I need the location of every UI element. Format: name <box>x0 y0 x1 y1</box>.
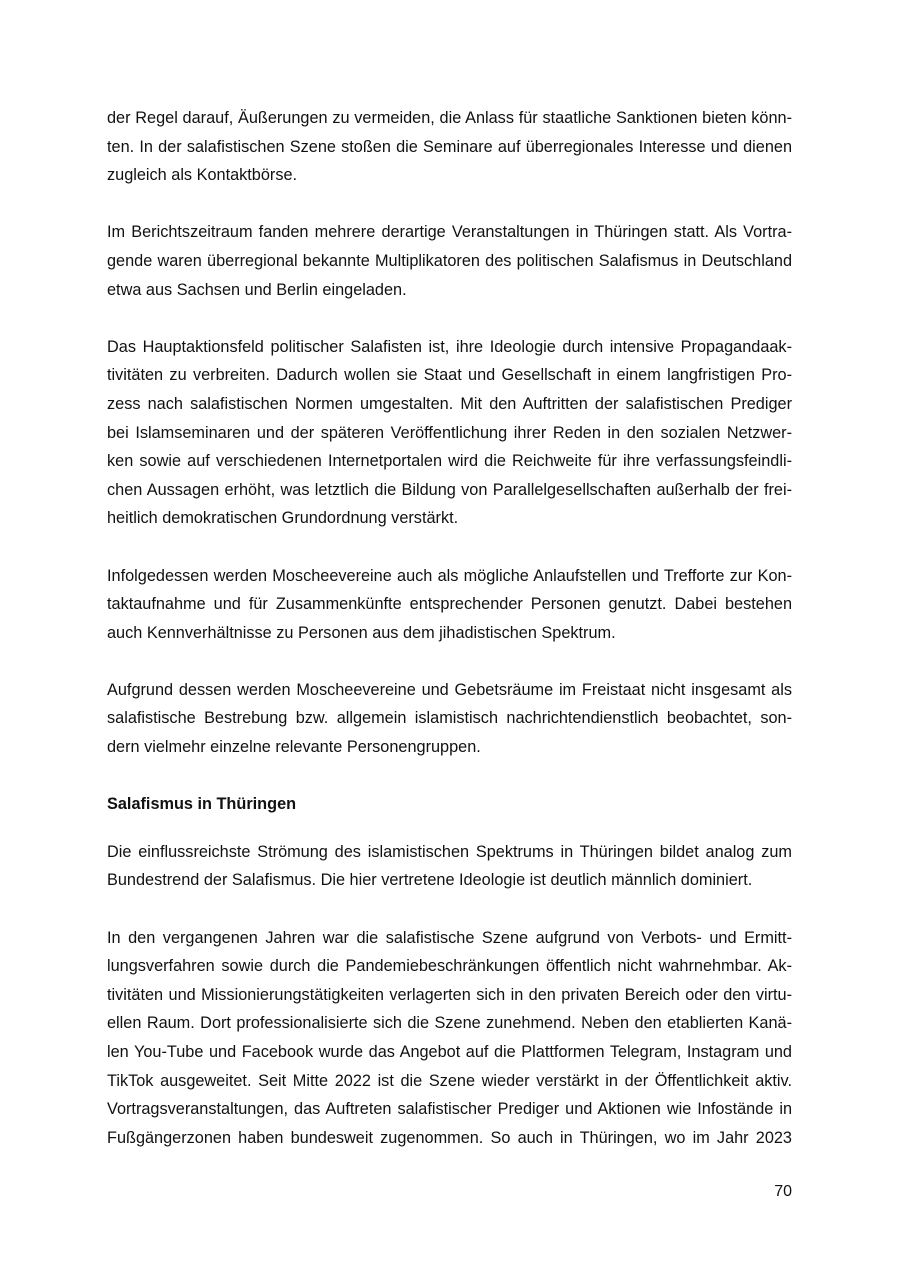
paragraph-7 <box>107 924 792 1153</box>
text-line: Die einflussreichste Strömung des islamistischen Spektrums in Thüringen bildet analog zum <box>107 842 792 861</box>
text-line: chen Aussagen erhöht, was letztlich die Bildung von Parallelgesellschaften außerhalb der frei- <box>107 480 792 499</box>
text-line: salafistische Bestrebung bzw. allgemein islamistisch nachrichtendienstlich beobachtet, son- <box>107 709 792 728</box>
text-line: Vortragsveranstaltungen, das Auftreten salafistischer Prediger und Aktionen wie Infostände in <box>107 1100 792 1119</box>
paragraph-6 <box>107 838 792 895</box>
text-line: ten. In der salafistischen Szene stoßen die Seminare auf überregionales Interesse und dienen <box>107 137 792 156</box>
paragraph-5 <box>107 676 792 762</box>
text-line: Aufgrund dessen werden Moscheevereine und Gebetsräume im Freistaat nicht insgesamt als <box>107 680 792 699</box>
text-line: ken sowie auf verschiedenen Internetportalen wird die Reichweite für ihre verfassungsfeindli- <box>107 452 792 471</box>
text-line: Infolgedessen werden Moscheevereine auch als mögliche Anlaufstellen und Trefforte zur Kon- <box>107 566 792 585</box>
text-line: Fußgängerzonen haben bundesweit zugenommen. So auch in Thüringen, wo im Jahr 2023 <box>107 1128 792 1147</box>
text-line: Bundestrend der Salafismus. Die hier vertretene Ideologie ist deutlich männlich dominiert. <box>107 871 753 890</box>
text-line: TikTok ausgeweitet. Seit Mitte 2022 ist die Szene wieder verstärkt in der Öffentlichkeit aktiv. <box>107 1071 792 1090</box>
page-content <box>107 104 792 1152</box>
text-line: zess nach salafistischen Normen umgestalten. Mit den Auftritten der salafistischen Prediger <box>107 394 792 413</box>
paragraph-4 <box>107 562 792 648</box>
text-line: auch Kennverhältnisse zu Personen aus dem jihadistischen Spektrum. <box>107 623 616 642</box>
text-line: der Regel darauf, Äußerungen zu vermeiden, die Anlass für staatliche Sanktionen bieten könn- <box>107 109 792 127</box>
text-line: tivitäten und Missionierungstätigkeiten verlagerten sich in den privaten Bereich oder den virtu- <box>107 985 792 1004</box>
text-line: tivitäten zu verbreiten. Dadurch wollen sie Staat und Gesellschaft in einem langfristigen Pro- <box>107 366 792 385</box>
text-line: dern vielmehr einzelne relevante Personengruppen. <box>107 738 481 757</box>
text-line: heitlich demokratischen Grundordnung verstärkt. <box>107 509 459 528</box>
paragraph-1 <box>107 104 792 190</box>
text-line: ellen Raum. Dort professionalisierte sich die Szene zunehmend. Neben den etablierten Kanä- <box>107 1014 792 1033</box>
paragraph-2 <box>107 218 792 304</box>
text-line: bei Islamseminaren und der späteren Veröffentlichung ihrer Reden in den sozialen Netzwer- <box>107 423 792 442</box>
text-line: Das Hauptaktionsfeld politischer Salafisten ist, ihre Ideologie durch intensive Propagandaak- <box>107 337 792 356</box>
text-line: gende waren überregional bekannte Multiplikatoren des politischen Salafismus in Deutschland <box>107 251 792 270</box>
page-number: 70 <box>774 1183 792 1200</box>
text-line: zugleich als Kontaktbörse. <box>107 166 298 185</box>
section-heading: Salafismus in Thüringen <box>107 795 297 814</box>
paragraph-3 <box>107 333 792 533</box>
text-line: len You-Tube und Facebook wurde das Angebot auf die Plattformen Telegram, Instagram und <box>107 1043 792 1061</box>
text-line: etwa aus Sachsen und Berlin eingeladen. <box>107 280 407 299</box>
text-line: taktaufnahme und für Zusammenkünfte entsprechender Personen genutzt. Dabei bestehen <box>107 595 792 614</box>
text-line: In den vergangenen Jahren war die salafistische Szene aufgrund von Verbots- und Ermitt- <box>107 928 792 947</box>
text-line: lungsverfahren sowie durch die Pandemiebeschränkungen öffentlich nicht wahrnehmbar. Ak- <box>107 957 792 976</box>
text-line: Im Berichtszeitraum fanden mehrere derartige Veranstaltungen in Thüringen statt. Als Vortra- <box>107 223 792 242</box>
